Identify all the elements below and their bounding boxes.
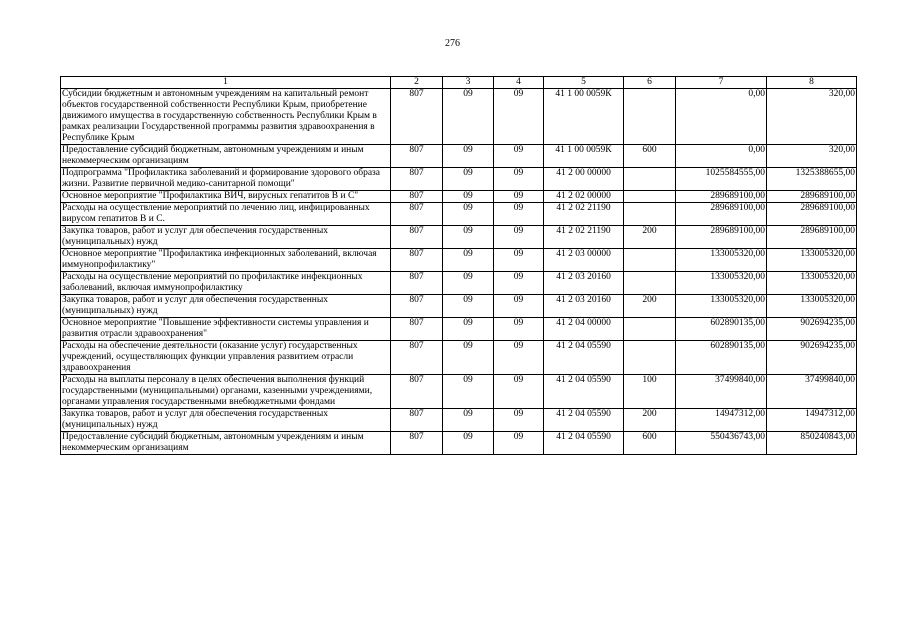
target-article-cell: 41 2 02 00000 xyxy=(544,191,624,203)
amount-col7-cell: 289689100,00 xyxy=(676,203,767,226)
ministry-code-cell: 807 xyxy=(391,432,443,455)
amount-col7-cell: 602890135,00 xyxy=(676,318,767,341)
amount-col8-cell: 902694235,00 xyxy=(767,341,857,375)
table-row xyxy=(61,432,857,455)
target-article-cell: 41 2 03 20160 xyxy=(544,272,624,295)
table-row xyxy=(61,191,857,203)
subsection-code-cell: 09 xyxy=(494,432,544,455)
row-name-cell: Предоставление субсидий бюджетным, автономным учреждениям и иным некоммерческим организациям xyxy=(61,432,391,455)
target-article-cell: 41 2 02 21190 xyxy=(544,203,624,226)
table-row xyxy=(61,341,857,375)
column-header: 8 xyxy=(767,77,857,89)
table-row xyxy=(61,272,857,295)
expense-type-cell xyxy=(624,89,676,145)
table-row xyxy=(61,89,857,145)
expense-type-cell xyxy=(624,341,676,375)
section-code-cell: 09 xyxy=(443,432,494,455)
subsection-code-cell: 09 xyxy=(494,226,544,249)
expense-type-cell xyxy=(624,203,676,226)
amount-col8-cell: 320,00 xyxy=(767,145,857,168)
amount-col7-cell: 0,00 xyxy=(676,145,767,168)
amount-col8-cell: 289689100,00 xyxy=(767,203,857,226)
target-article-cell: 41 2 00 00000 xyxy=(544,168,624,191)
target-article-cell: 41 2 04 05590 xyxy=(544,432,624,455)
subsection-code-cell: 09 xyxy=(494,272,544,295)
section-code-cell: 09 xyxy=(443,203,494,226)
ministry-code-cell: 807 xyxy=(391,89,443,145)
target-article-cell: 41 2 02 21190 xyxy=(544,226,624,249)
amount-col8-cell: 850240843,00 xyxy=(767,432,857,455)
table-row xyxy=(61,203,857,226)
table-row xyxy=(61,295,857,318)
amount-col7-cell: 602890135,00 xyxy=(676,341,767,375)
expense-type-cell: 200 xyxy=(624,226,676,249)
amount-col7-cell: 289689100,00 xyxy=(676,226,767,249)
table-row xyxy=(61,318,857,341)
subsection-code-cell: 09 xyxy=(494,341,544,375)
amount-col8-cell: 289689100,00 xyxy=(767,191,857,203)
expense-type-cell: 600 xyxy=(624,145,676,168)
row-name-cell: Предоставление субсидий бюджетным, автономным учреждениям и иным некоммерческим организациям xyxy=(61,145,391,168)
subsection-code-cell: 09 xyxy=(494,191,544,203)
amount-col8-cell: 320,00 xyxy=(767,89,857,145)
ministry-code-cell: 807 xyxy=(391,191,443,203)
amount-col7-cell: 1025584555,00 xyxy=(676,168,767,191)
target-article-cell: 41 2 04 05590 xyxy=(544,409,624,432)
expense-type-cell xyxy=(624,249,676,272)
ministry-code-cell: 807 xyxy=(391,341,443,375)
target-article-cell: 41 2 03 20160 xyxy=(544,295,624,318)
section-code-cell: 09 xyxy=(443,409,494,432)
expense-type-cell xyxy=(624,191,676,203)
section-code-cell: 09 xyxy=(443,249,494,272)
ministry-code-cell: 807 xyxy=(391,168,443,191)
ministry-code-cell: 807 xyxy=(391,272,443,295)
target-article-cell: 41 2 04 05590 xyxy=(544,375,624,409)
section-code-cell: 09 xyxy=(443,318,494,341)
table-row xyxy=(61,168,857,191)
target-article-cell: 41 2 04 05590 xyxy=(544,341,624,375)
row-name-cell: Расходы на обеспечение деятельности (оказание услуг) государственных учреждений, осуществляющих функции управления развитием отрасли здравоохранения xyxy=(61,341,391,375)
ministry-code-cell: 807 xyxy=(391,318,443,341)
row-name-cell: Расходы на выплаты персоналу в целях обеспечения выполнения функций государственными (муниципальными) органами, казенными учреждениями, органами управления государственными внебюджетными фондами xyxy=(61,375,391,409)
column-header: 2 xyxy=(391,77,443,89)
expense-type-cell: 100 xyxy=(624,375,676,409)
amount-col8-cell: 37499840,00 xyxy=(767,375,857,409)
subsection-code-cell: 09 xyxy=(494,409,544,432)
expense-type-cell xyxy=(624,272,676,295)
page-number: 276 xyxy=(445,38,460,49)
row-name-cell: Закупка товаров, работ и услуг для обеспечения государственных (муниципальных) нужд xyxy=(61,295,391,318)
row-name-cell: Основное мероприятие "Профилактика инфекционных заболеваний, включая иммунопрофилактику" xyxy=(61,249,391,272)
subsection-code-cell: 09 xyxy=(494,249,544,272)
subsection-code-cell: 09 xyxy=(494,295,544,318)
target-article-cell: 41 2 03 00000 xyxy=(544,249,624,272)
section-code-cell: 09 xyxy=(443,295,494,318)
ministry-code-cell: 807 xyxy=(391,145,443,168)
subsection-code-cell: 09 xyxy=(494,318,544,341)
ministry-code-cell: 807 xyxy=(391,226,443,249)
target-article-cell: 41 1 00 0059К xyxy=(544,145,624,168)
section-code-cell: 09 xyxy=(443,191,494,203)
ministry-code-cell: 807 xyxy=(391,409,443,432)
expense-type-cell xyxy=(624,318,676,341)
amount-col8-cell: 133005320,00 xyxy=(767,295,857,318)
table-row xyxy=(61,145,857,168)
row-name-cell: Расходы на осуществление мероприятий по профилактике инфекционных заболеваний, включая иммунопрофилактику xyxy=(61,272,391,295)
column-header: 3 xyxy=(443,77,494,89)
amount-col8-cell: 289689100,00 xyxy=(767,226,857,249)
table-header-row xyxy=(61,77,857,89)
row-name-cell: Основное мероприятие "Повышение эффективности системы управления и развития отрасли здравоохранения" xyxy=(61,318,391,341)
section-code-cell: 09 xyxy=(443,341,494,375)
section-code-cell: 09 xyxy=(443,168,494,191)
row-name-cell: Основное мероприятие "Профилактика ВИЧ, вирусных гепатитов В и С" xyxy=(61,191,391,203)
amount-col8-cell: 902694235,00 xyxy=(767,318,857,341)
expense-type-cell: 200 xyxy=(624,409,676,432)
section-code-cell: 09 xyxy=(443,226,494,249)
section-code-cell: 09 xyxy=(443,272,494,295)
subsection-code-cell: 09 xyxy=(494,145,544,168)
subsection-code-cell: 09 xyxy=(494,203,544,226)
amount-col7-cell: 133005320,00 xyxy=(676,249,767,272)
target-article-cell: 41 1 00 0059К xyxy=(544,89,624,145)
expense-type-cell: 200 xyxy=(624,295,676,318)
column-header: 5 xyxy=(544,77,624,89)
amount-col8-cell: 1325388655,00 xyxy=(767,168,857,191)
amount-col8-cell: 14947312,00 xyxy=(767,409,857,432)
subsection-code-cell: 09 xyxy=(494,168,544,191)
column-header: 6 xyxy=(624,77,676,89)
expense-type-cell xyxy=(624,168,676,191)
ministry-code-cell: 807 xyxy=(391,375,443,409)
subsection-code-cell: 09 xyxy=(494,89,544,145)
amount-col7-cell: 133005320,00 xyxy=(676,272,767,295)
expense-type-cell: 600 xyxy=(624,432,676,455)
table-row xyxy=(61,226,857,249)
ministry-code-cell: 807 xyxy=(391,295,443,318)
table-row xyxy=(61,409,857,432)
table-row xyxy=(61,249,857,272)
amount-col7-cell: 289689100,00 xyxy=(676,191,767,203)
column-header: 1 xyxy=(61,77,391,89)
ministry-code-cell: 807 xyxy=(391,249,443,272)
amount-col7-cell: 133005320,00 xyxy=(676,295,767,318)
section-code-cell: 09 xyxy=(443,145,494,168)
table-body xyxy=(61,89,857,455)
row-name-cell: Субсидии бюджетным и автономным учреждениям на капитальный ремонт объектов государственной собственности Республики Крым, приобретение движимого имущества в государственную собственность Республики Крым в рамках реализации Государственной программы развития здравоохранения в Республике Крым xyxy=(61,89,391,145)
target-article-cell: 41 2 04 00000 xyxy=(544,318,624,341)
row-name-cell: Закупка товаров, работ и услуг для обеспечения государственных (муниципальных) нужд xyxy=(61,226,391,249)
amount-col7-cell: 14947312,00 xyxy=(676,409,767,432)
table-row xyxy=(61,375,857,409)
column-header: 7 xyxy=(676,77,767,89)
row-name-cell: Закупка товаров, работ и услуг для обеспечения государственных (муниципальных) нужд xyxy=(61,409,391,432)
ministry-code-cell: 807 xyxy=(391,203,443,226)
row-name-cell: Расходы на осуществление мероприятий по лечению лиц, инфицированных вирусом гепатитов В и С. xyxy=(61,203,391,226)
amount-col8-cell: 133005320,00 xyxy=(767,272,857,295)
amount-col7-cell: 37499840,00 xyxy=(676,375,767,409)
column-header: 4 xyxy=(494,77,544,89)
row-name-cell: Подпрограмма "Профилактика заболеваний и формирование здорового образа жизни. Развитие первичной медико-санитарной помощи" xyxy=(61,168,391,191)
amount-col7-cell: 550436743,00 xyxy=(676,432,767,455)
amount-col7-cell: 0,00 xyxy=(676,89,767,145)
budget-table xyxy=(60,76,857,455)
amount-col8-cell: 133005320,00 xyxy=(767,249,857,272)
section-code-cell: 09 xyxy=(443,375,494,409)
section-code-cell: 09 xyxy=(443,89,494,145)
subsection-code-cell: 09 xyxy=(494,375,544,409)
